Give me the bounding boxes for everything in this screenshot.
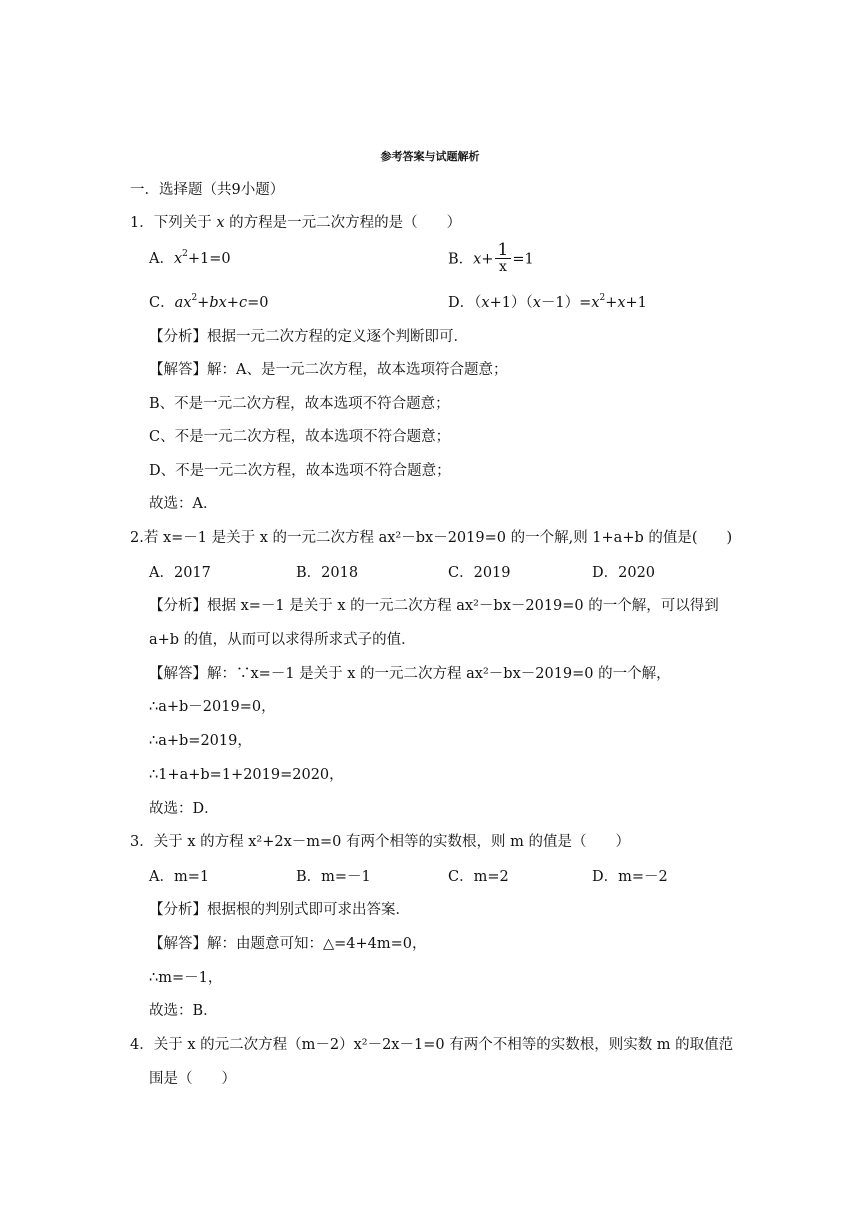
q2-solution-line1: 【解答】解：∵x=－1 是关于 x 的一元二次方程 ax²－bx－2019=0 的一个解，	[149, 666, 671, 682]
q3-option-c: C．m=2	[448, 869, 509, 885]
doc-title: 参考答案与试题解析	[380, 150, 480, 163]
q2-option-d: D．2020	[592, 565, 656, 581]
q2-solution-line2: ∴a+b－2019=0，	[149, 699, 276, 715]
q3-solution-line1: 【解答】解：由题意可知：△=4+4m=0，	[149, 936, 427, 952]
q1-solution-b: B、不是一元二次方程，故本选项不符合题意；	[149, 396, 450, 412]
q3-option-b: B．m=－1	[296, 869, 371, 885]
q1-option-c: C．$ax^2+bx+c=0$	[149, 293, 269, 311]
q1-option-a: A．$x^2+1=0$	[149, 249, 231, 267]
q3-option-d: D．m=－2	[592, 869, 668, 885]
q2-solution-line3: ∴a+b=2019，	[149, 733, 252, 749]
q3-answer: 故选：B．	[149, 1003, 218, 1019]
q2-analysis-line1: 【分析】根据 x=－1 是关于 x 的一元二次方程 ax²－bx－2019=0 的一个解，可以得到	[149, 598, 719, 614]
q2-option-a: A．2017	[149, 565, 211, 581]
q2-answer: 故选：D．	[149, 801, 219, 817]
q2-analysis-line2: a+b 的值，从而可以求得所求式子的值．	[149, 632, 416, 648]
q1-answer: 故选：A．	[149, 496, 218, 512]
q1-analysis: 【分析】根据一元二次方程的定义逐个判断即可．	[149, 329, 468, 345]
q1-solution-a: 【解答】解：A、是一元二次方程，故本选项符合题意；	[149, 362, 508, 378]
q3-analysis: 【分析】根据根的判别式即可求出答案．	[149, 902, 410, 918]
q4-stem-line2: 围是（ ）	[149, 1071, 236, 1087]
q2-stem: 2.若 x=－1 是关于 x 的一元二次方程 ax²－bx－2019=0 的一个解,则 1+a+b 的值是( )	[130, 530, 733, 546]
q3-option-a: A．m=1	[149, 869, 210, 885]
q4-stem-line1: 4．关于 x 的元二次方程（m－2）x²－2x－1=0 有两个不相等的实数根，则实数 m 的取值范	[130, 1037, 734, 1053]
q1-stem: 1．下列关于 x 的方程是一元二次方程的是（ ）	[130, 215, 462, 231]
section-heading: 一．选择题（共9小题）	[130, 182, 285, 198]
q1-solution-d: D、不是一元二次方程，故本选项不符合题意；	[149, 463, 451, 479]
q1-option-b: B．x+ $\frac{1}{x}$ =1	[448, 240, 534, 275]
fraction: $\frac{1}{x}$	[495, 242, 512, 275]
q2-option-c: C．2019	[448, 565, 511, 581]
q2-option-b: B．2018	[296, 565, 359, 581]
q1-option-d: D．$(x+1)(x-1)=x^2+x+1$	[448, 293, 647, 311]
q3-stem: 3．关于 x 的方程 x²+2x－m=0 有两个相等的实数根，则 m 的值是（ ）	[130, 834, 630, 850]
q1-solution-c: C、不是一元二次方程，故本选项不符合题意；	[149, 429, 451, 445]
q3-solution-line2: ∴m=－1，	[149, 970, 223, 986]
q2-solution-line4: ∴1+a+b=1+2019=2020，	[149, 767, 344, 783]
